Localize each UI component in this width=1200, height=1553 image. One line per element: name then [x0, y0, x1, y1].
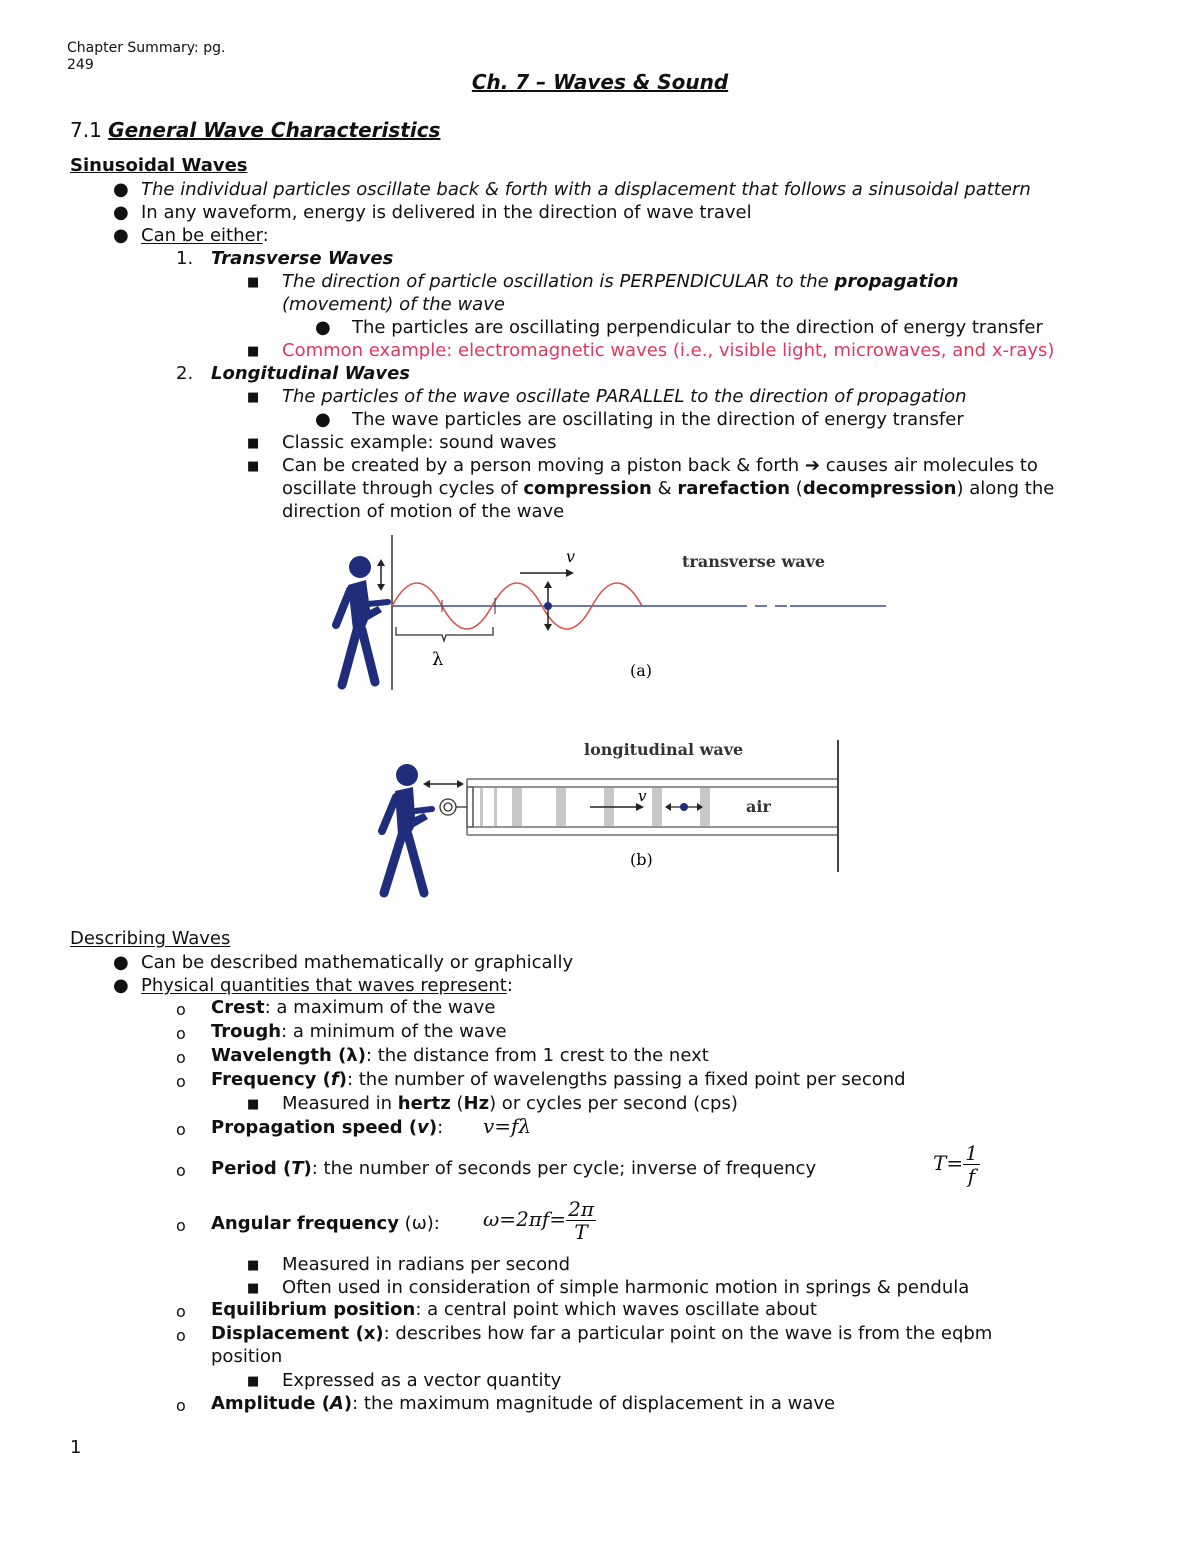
period-item	[211, 1157, 816, 1180]
physical-quantities-text: Physical quantities that waves represent	[141, 975, 507, 996]
section-heading	[70, 118, 440, 142]
longitudinal-wave-label: longitudinal wave	[584, 740, 744, 759]
sub-bullet-icon: o	[176, 1072, 186, 1091]
header-line-1: Chapter Summary: pg.	[67, 40, 226, 56]
paren-close: )	[428, 1117, 438, 1138]
angular-denominator: T	[574, 1220, 588, 1244]
measured-in-text: Measured in	[282, 1093, 398, 1114]
hertz-term: hertz	[397, 1093, 451, 1114]
cycles-text: ) or cycles per second (cps)	[489, 1093, 738, 1114]
displacement-item	[211, 1322, 992, 1345]
particle-oscillation-arrow-icon	[665, 803, 703, 811]
vertical-double-arrow-icon	[377, 559, 385, 591]
angular-sub-1: Measured in radians per second	[282, 1254, 570, 1275]
can-be-either-text: Can be either	[141, 225, 263, 246]
angular-formula	[483, 1198, 596, 1243]
describing-bullet-2	[141, 974, 513, 997]
transverse-desc-1	[282, 270, 959, 293]
velocity-label: v	[638, 787, 647, 805]
speed-formula: v=fλ	[483, 1114, 532, 1138]
bullet-icon: ●	[113, 225, 129, 246]
equilibrium-def: : a central point which waves oscillate about	[415, 1299, 817, 1320]
longitudinal-desc-1: The particles of the wave oscillate PARALLEL to the direction of propagation	[282, 386, 967, 407]
amplitude-item	[211, 1392, 835, 1415]
describing-bullet-1: Can be described mathematically or graphically	[141, 952, 574, 973]
longitudinal-desc-sub: The wave particles are oscillating in the direction of energy transfer	[352, 409, 964, 430]
angular-sub-2: Often used in consideration of simple harmonic motion in springs & pendula	[282, 1277, 970, 1298]
omega-symbol: (ω)	[398, 1213, 434, 1234]
paren-close: )	[357, 1045, 366, 1066]
sub-bullet-icon: o	[176, 1161, 186, 1180]
amplitude-term: Amplitude (	[211, 1393, 330, 1414]
section-title: General Wave Characteristics	[108, 118, 441, 142]
bullet-icon: ●	[113, 202, 129, 223]
displacement-def-2: position	[211, 1346, 283, 1367]
along-the-text: ) along the	[956, 478, 1055, 499]
piston-desc-2	[282, 477, 1054, 500]
oscillate-text: oscillate through cycles of	[282, 478, 524, 499]
frequency-item	[211, 1068, 906, 1091]
t-symbol: T	[291, 1158, 304, 1179]
causes-text: causes air molecules to	[820, 455, 1038, 476]
square-bullet-icon: ■	[247, 275, 260, 290]
period-numerator: 1	[965, 1141, 978, 1165]
bullet-icon: ●	[113, 179, 129, 200]
lambda-label: λ	[432, 649, 444, 670]
bullet-icon: ●	[315, 317, 331, 338]
crest-item	[211, 996, 495, 1019]
amplitude-def: : the maximum magnitude of displacement in a wave	[352, 1393, 836, 1414]
period-lhs: T=	[933, 1151, 964, 1175]
transverse-example: Common example: electromagnetic waves (i.e., visible light, microwaves, and x-rays)	[282, 340, 1055, 361]
frequency-sub	[282, 1092, 738, 1115]
frequency-def: : the number of wavelengths passing a fixed point per second	[346, 1069, 906, 1090]
air-label: air	[746, 797, 771, 816]
arrow-right-icon: ➔	[804, 455, 821, 476]
trough-item	[211, 1020, 507, 1043]
sub-bullet-icon: o	[176, 1302, 186, 1321]
bullet-icon: ●	[113, 975, 129, 996]
page-title: Ch. 7 – Waves & Sound	[471, 70, 729, 94]
velocity-label: v	[566, 547, 576, 566]
list-number-2: 2.	[176, 363, 194, 384]
v-symbol: v	[417, 1117, 429, 1138]
page-number: 1	[70, 1437, 82, 1458]
square-bullet-icon: ■	[247, 436, 260, 451]
trough-term: Trough	[211, 1021, 282, 1042]
angular-lhs: ω=2πf=	[483, 1207, 567, 1231]
wavelength-item	[211, 1044, 709, 1067]
period-formula	[933, 1142, 980, 1187]
chapter-summary-label	[67, 40, 225, 74]
square-bullet-icon: ■	[247, 1374, 260, 1389]
angular-term: Angular frequency	[211, 1213, 399, 1234]
sinusoidal-bullet-2: In any waveform, energy is delivered in the direction of wave travel	[141, 202, 752, 223]
crest-def: : a maximum of the wave	[264, 997, 496, 1018]
trough-def: : a minimum of the wave	[281, 1021, 507, 1042]
sub-bullet-icon: o	[176, 1396, 186, 1415]
sub-bullet-icon: o	[176, 1024, 186, 1043]
stick-figure-person-icon	[336, 556, 388, 685]
equilibrium-term: Equilibrium position	[211, 1299, 416, 1320]
sub-bullet-icon: o	[176, 1216, 186, 1235]
describing-heading: Describing Waves	[70, 928, 231, 949]
ampersand-text: &	[651, 478, 678, 499]
longitudinal-wave-figure	[370, 735, 850, 905]
header-line-2: 249	[67, 57, 94, 73]
sinusoidal-heading: Sinusoidal Waves	[70, 155, 248, 176]
displacement-term: Displacement	[211, 1323, 350, 1344]
paren-open-text: (	[790, 478, 803, 499]
displacement-def: : describes how far a particular point on the wave is from the eqbm	[383, 1323, 993, 1344]
horizontal-double-arrow-icon	[423, 780, 464, 788]
transverse-desc-1c: (movement) of the wave	[282, 294, 505, 315]
rarefaction-term: rarefaction	[677, 478, 791, 499]
hz-term: Hz	[463, 1093, 490, 1114]
velocity-arrow-icon	[520, 569, 574, 577]
propagation-term: propagation	[834, 271, 959, 292]
sub-bullet-icon: o	[176, 1326, 186, 1345]
transverse-wave-label: transverse wave	[682, 552, 826, 571]
f-symbol: f	[330, 1069, 339, 1090]
wavelength-term: Wavelength (	[211, 1045, 347, 1066]
equilibrium-item	[211, 1298, 817, 1321]
compression-term: compression	[523, 478, 652, 499]
sub-bullet-icon: o	[176, 1000, 186, 1019]
list-number-1: 1.	[176, 248, 194, 269]
period-def: : the number of seconds per cycle; inverse of frequency	[311, 1158, 817, 1179]
speed-item	[211, 1116, 443, 1139]
figure-b-caption: (b)	[630, 850, 653, 869]
displacement-sub: Expressed as a vector quantity	[282, 1370, 562, 1391]
wavelength-brace	[396, 627, 493, 641]
decompression-term: decompression	[802, 478, 957, 499]
paren-close: )	[303, 1158, 312, 1179]
square-bullet-icon: ■	[247, 344, 260, 359]
transverse-desc-sub: The particles are oscillating perpendicular to the direction of energy transfer	[352, 317, 1043, 338]
transverse-wave-figure	[320, 530, 900, 700]
transverse-label: Transverse Waves	[211, 248, 394, 269]
bullet-icon: ●	[315, 409, 331, 430]
square-bullet-icon: ■	[247, 390, 260, 405]
square-bullet-icon: ■	[247, 459, 260, 474]
paren-close: )	[343, 1393, 353, 1414]
angular-numerator: 2π	[568, 1197, 594, 1221]
crest-term: Crest	[211, 997, 265, 1018]
piston-desc-1	[282, 454, 1038, 477]
lambda-symbol: λ	[346, 1045, 358, 1066]
particle-oscillation-arrow-icon	[544, 581, 552, 631]
longitudinal-example: Classic example: sound waves	[282, 432, 557, 453]
paren-close: )	[338, 1069, 347, 1090]
sinusoidal-bullet-3	[141, 224, 269, 247]
bullet-icon: ●	[113, 952, 129, 973]
colon-text: :	[433, 1213, 440, 1234]
a-symbol: A	[329, 1393, 344, 1414]
period-term: Period (	[211, 1158, 292, 1179]
section-number: 7.1	[70, 118, 109, 142]
square-bullet-icon: ■	[247, 1281, 260, 1296]
sinusoidal-bullet-1: The individual particles oscillate back & forth with a displacement that follows a sinusoidal pattern	[141, 179, 1031, 200]
frequency-term: Frequency (	[211, 1069, 331, 1090]
velocity-arrow-icon	[590, 803, 644, 811]
transverse-desc-1a: The direction of particle oscillation is PERPENDICULAR to the	[282, 271, 835, 292]
wavelength-def: : the distance from 1 crest to the next	[365, 1045, 709, 1066]
angular-item	[211, 1212, 440, 1235]
piston-desc-3: direction of motion of the wave	[282, 501, 565, 522]
x-symbol: (x)	[349, 1323, 384, 1344]
piston-icon	[440, 787, 473, 827]
colon-text: :	[506, 975, 513, 996]
piston-text: Can be created by a person moving a piston back & forth	[282, 455, 805, 476]
sub-bullet-icon: o	[176, 1048, 186, 1067]
sub-bullet-icon: o	[176, 1120, 186, 1139]
period-denominator: f	[967, 1164, 976, 1188]
figure-a-caption: (a)	[630, 661, 653, 680]
colon-text: :	[437, 1117, 444, 1138]
square-bullet-icon: ■	[247, 1097, 260, 1112]
longitudinal-label: Longitudinal Waves	[211, 363, 411, 384]
paren-open: (	[450, 1093, 464, 1114]
colon-text: :	[262, 225, 269, 246]
speed-term: Propagation speed (	[211, 1117, 418, 1138]
square-bullet-icon: ■	[247, 1258, 260, 1273]
